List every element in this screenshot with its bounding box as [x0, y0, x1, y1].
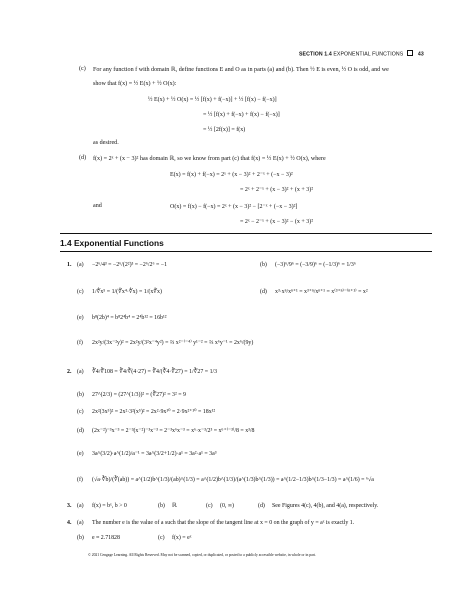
- exercise-4b-label: (b): [77, 535, 84, 541]
- exercise-1f-expr: 2x²y/(3x⁻²y)² = 2x²y/(3²x⁻⁴y²) = ⅔ x²⁻⁽⁻⁴⁾ y¹⁻² = ⅔ x⁶y⁻¹ = 2x⁶/(9y): [92, 340, 254, 346]
- exercise-3b-expr: ℝ: [172, 503, 177, 509]
- part-c-step-1: ½ E(x) + ½ O(x) = ½ [f(x) + f(−x)] + ½ [f(x) − f(−x)]: [148, 97, 277, 103]
- part-c-step-3: = ½ [2f(x)] = f(x): [203, 127, 246, 133]
- exercise-2a-label: (a): [77, 369, 84, 375]
- part-d-O-step-2: = 2ˣ − 2⁻ˣ + (x − 3)² − (x + 3)²: [240, 219, 314, 225]
- section-heading: 1.4 Exponential Functions: [60, 238, 164, 248]
- exercise-1a-label: (a): [77, 262, 84, 268]
- exercise-2d-expr: (2x⁻²)⁻³x⁻³ = 2⁻³(x⁻²)⁻³x⁻³ = 2⁻³x⁶x⁻³ = x⁶·x⁻³/2³ = x⁶⁺⁽⁻³⁾/8 = x³/8: [92, 428, 255, 434]
- exercise-2e-expr: 3a^(3/2)·a^(1/2)/a⁻¹ = 3a^(3/2+1/2)·a¹ = 3a²·a¹ = 3a³: [92, 451, 217, 457]
- exercise-1a-expr: −2⁶/4³ = −2⁶/(2²)³ = −2⁶/2⁶ = −1: [92, 262, 168, 268]
- section-title-header: EXPONENTIAL FUNCTIONS: [333, 51, 404, 58]
- exercise-4a-expr: The number e is the value of a such that the slope of the tangent line at x = 0 on the graph of y = aˣ is exactly 1.: [92, 520, 355, 526]
- exercise-2f-label: (f): [77, 477, 83, 483]
- exercise-2b-expr: 27^(2/3) = (27^(1/3))² = (∛27)² = 3² = 9: [92, 392, 186, 398]
- exercise-1b-expr: (−3)⁶/9⁶ = (−3/9)⁶ = (−1/3)⁶ = 1/3⁶: [275, 262, 356, 268]
- exercise-2c-label: (c): [77, 409, 84, 415]
- part-d-label: (d): [79, 155, 87, 161]
- exercise-1e-expr: b⁸(2b)⁴ = b⁸2⁴b⁴ = 2⁴b¹² = 16b¹²: [92, 315, 167, 321]
- part-d-line1: f(x) = 2ˣ + (x − 3)² has domain ℝ, so we know from part (c) that f(x) = ½ E(x) + ½ O(x), where: [93, 156, 326, 162]
- exercise-3c-expr: (0, ∞): [220, 503, 235, 509]
- part-c-conclusion: as desired.: [93, 140, 119, 146]
- exercise-1f-label: (f): [77, 340, 83, 346]
- exercise-2b-label: (b): [77, 392, 84, 398]
- exercise-3b-label: (b): [158, 503, 165, 509]
- exercise-3d-label: (d): [258, 503, 265, 509]
- exercise-2-number: 2.: [67, 369, 72, 375]
- part-c-step-2: = ½ [f(x) + f(−x) + f(x) − f(−x)]: [203, 112, 280, 118]
- part-c-line1: For any function f with domain ℝ, define functions E and O as in parts (a) and (b). Then ½ E is even, ½ O is odd, and we: [93, 67, 389, 73]
- section-number: SECTION 1.4: [299, 51, 332, 58]
- section-rule: [60, 233, 432, 234]
- exercise-3d-expr: See Figures 4(c), 4(b), and 4(a), respectively.: [272, 503, 379, 509]
- exercise-3-number: 3.: [67, 503, 72, 509]
- exercise-1c-label: (c): [77, 289, 84, 295]
- exercise-4a-label: (a): [77, 520, 84, 526]
- exercise-3a-expr: f(x) = bˣ, b > 0: [92, 503, 127, 509]
- exercise-4c-label: (c): [158, 535, 165, 541]
- exercise-4-number: 4.: [67, 520, 72, 526]
- exercise-2f-expr: (√a·∛b)/(∛(ab)) = a^(1/2)b^(1/3)/(ab)^(1/3) = a^(1/2)b^(1/3)/(a^(1/3)b^(1/3)) = a^(1/2−1/3)b^(1/3−1/3) = a^(1/6) = ⁶√a: [92, 477, 374, 483]
- exercise-1-number: 1.: [67, 262, 72, 268]
- running-header: [299, 50, 424, 58]
- part-d-E-step-2: = 2ˣ + 2⁻ˣ + (x − 3)² + (x + 3)²: [240, 187, 314, 193]
- exercise-1e-label: (e): [77, 315, 84, 321]
- part-d-and: and: [93, 203, 102, 209]
- exercise-2a-expr: ∛4/∛108 = ∛4/∛(4·27) = ∛4/(∛4·∛27) = 1/∛27 = 1/3: [92, 369, 218, 375]
- square-icon: [407, 50, 413, 56]
- page-number: 43: [417, 51, 424, 58]
- exercise-2c-expr: 2x²(3x⁵)² = 2x²·3²(x⁵)² = 2x²·9x¹⁰ = 2·9x²⁺¹⁰ = 18x¹²: [92, 409, 216, 415]
- exercise-3a-label: (a): [77, 503, 84, 509]
- copyright-footer: © 2021 Cengage Learning. All Rights Reserved. May not be scanned, copied, or duplicated, or posted to a publicly accessible website, in whole or in part.: [88, 553, 316, 557]
- part-c-label: (c): [79, 66, 86, 72]
- exercise-2e-label: (e): [77, 451, 84, 457]
- exercise-1c-expr: 1/∜x⁵ = 1/(∜x⁴·∜x) = 1/(x∜x): [92, 289, 162, 295]
- exercise-4b-expr: e ≈ 2.71828: [92, 535, 120, 541]
- part-c-line2: show that f(x) = ½ E(x) + ½ O(x):: [93, 81, 177, 87]
- section-rule-bottom: [60, 251, 432, 252]
- exercise-1d-label: (d): [260, 289, 267, 295]
- exercise-2d-label: (d): [77, 428, 84, 434]
- exercise-1d-expr: x³·xⁿ/xⁿ⁺¹ = x³⁺ⁿ/xⁿ⁺¹ = x⁽³⁺ⁿ⁾⁻⁽ⁿ⁺¹⁾ = x²: [275, 289, 368, 295]
- part-d-O-step-1: O(x) = f(x) − f(−x) = 2ˣ + (x − 3)² − [2⁻ˣ + (−x − 3)²]: [170, 204, 298, 210]
- part-d-E-step-1: E(x) = f(x) + f(−x) = 2ˣ + (x − 3)² + 2⁻ˣ + (−x − 3)²: [170, 172, 293, 178]
- exercise-3c-label: (c): [206, 503, 213, 509]
- exercise-4c-expr: f(x) = eˣ: [172, 535, 192, 541]
- exercise-1b-label: (b): [260, 262, 267, 268]
